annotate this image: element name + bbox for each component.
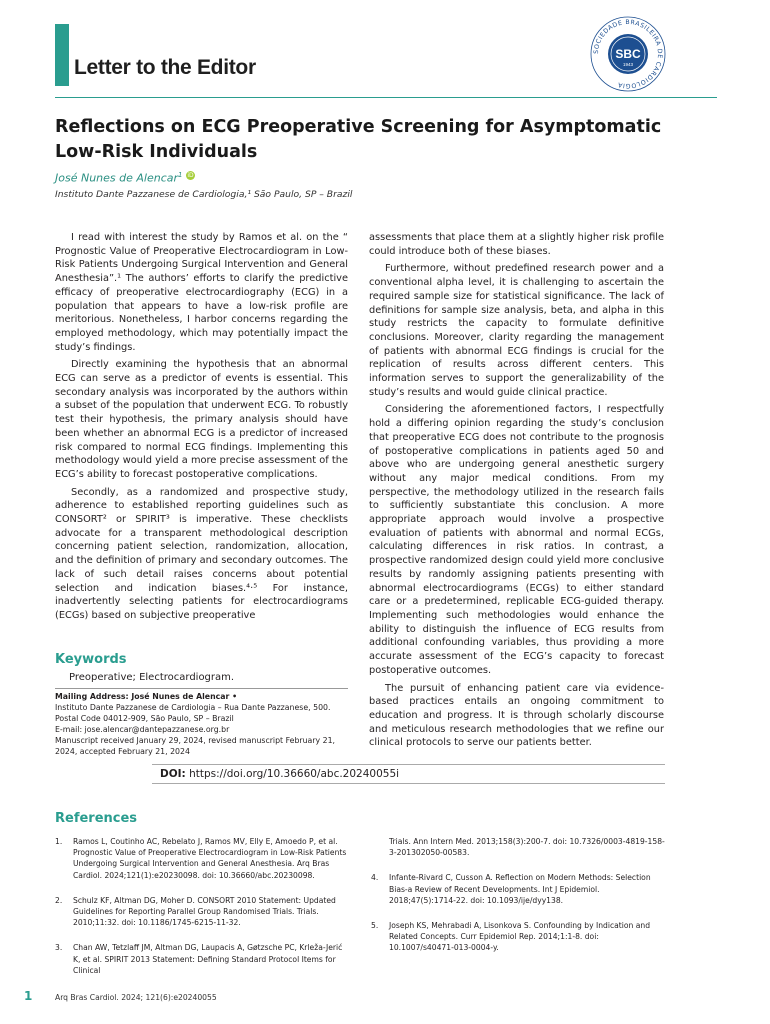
keywords-divider [55,688,348,689]
mailing-label: Mailing Address: José Nunes de Alencar • [55,692,238,701]
reference-number: 3. [55,943,63,953]
author-line [55,171,195,185]
keywords-value: Preoperative; Electrocardiogram. [69,672,235,683]
author-sup: 1 [178,171,183,179]
manuscript-dates: Manuscript received January 29, 2024, revised manuscript February 21, 2024, accepted February 21, 2024 [55,735,336,756]
logo-text: SBC [615,47,641,61]
references-column-left [55,836,350,990]
reference-item [55,942,350,976]
doi-label: DOI: [160,768,186,780]
reference-number: 5. [371,921,379,931]
mailing-email[interactable]: E-mail: jose.alencar@dantepazzanese.org.br [55,724,230,734]
body-paragraph: assessments that place them at a slightly higher risk profile could introduce both of these biases. [369,232,664,257]
page-number: 1 [24,989,33,1003]
body-column-right [369,231,664,754]
keywords-heading: Keywords [55,652,127,667]
author-name[interactable]: José Nunes de Alencar [55,171,179,185]
references-heading: References [55,811,138,826]
reference-number: 1. [55,837,63,846]
body-paragraph: Secondly, as a randomized and prospective study, adherence to established reporting guidelines such as CONSORT² or SPIRIT³ is imperative. These checklists advocate for a transparent methodological description concerning patient selection, randomization, allocation, and the definition of primary and secondary outcomes. The lack of such detail raises concerns about potential selection and indication biases.⁴·⁵ For instance, inadvertently selecting patients for electrocardiograms (ECGs) based on subjective preoperative [55,486,348,621]
reference-item [55,895,350,929]
footer-citation: Arq Bras Cardiol. 2024; 121(6):e20240055 [55,993,217,1002]
section-accent-bar [55,24,69,86]
reference-item [55,836,350,881]
reference-text: Infante-Rivard C, Cusson A. Reflection on Modern Methods: Selection Bias-a Review of Recent Developments. Int J Epidemiol. 2018;47(5):1714-22. doi: 10.1093/ije/dyy138. [389,873,651,905]
reference-number: 2. [55,895,63,905]
reference-text: Schulz KF, Altman DG, Moher D. CONSORT 2010 Statement: Updated Guidelines for Reporting Parallel Group Randomised Trials. Trials. 2010;11:32. doi: 10.1186/1745-6215-11-32. [73,895,336,928]
reference-text: Chan AW, Tetzlaff JM, Altman DG, Laupacis A, Gøtzsche PC, Krleža-Jerić K, et al. SPIRIT 2013 Statement: Defining Standard Protocol Items for Clinical [73,943,343,975]
logo-year: 1943 [622,62,634,67]
logo-ring-text: SOCIEDADE BRASILEIRA DE CARDIOLOGIA [592,18,664,90]
reference-item [371,836,666,858]
mailing-address-line: Instituto Dante Pazzanese de Cardiologia – Rua Dante Pazzanese, 500. Postal Code 04012-909, São Paulo, SP – Brazil [55,702,331,723]
article-title: Reflections on ECG Preoperative Screening for Asymptomatic Low-Risk Individuals [55,117,662,162]
header-divider [55,97,717,98]
references-column-right [371,836,666,968]
body-paragraph: Considering the aforementioned factors, I respectfully hold a differing opinion regarding the study’s conclusion that preoperative ECG does not contribute to the prognosis of postoperative complications in patients aged 50 and above who are undergoing general anesthetic surgery without any major medical conditions. From my perspective, the methodology utilized in the research fails to sufficiently substantiate this conclusion. A more appropriate approach would involve a prospective evaluation of patients with abnormal and normal ECGs, calculating differences in risk ratios. In contrast, a prospective randomized design could yield more conclusive results by randomly assigning patients presenting with abnormal electrocardiograms (ECGs) to either standard care or a predetermined, replicable ECG-guided therapy. Implementing such methodologies would enhance the ability to distinguish the influence of ECG results from additional confounding variables, thus providing a more accurate assessment of the ECG’s capacity to forecast postoperative outcomes. [369,404,664,676]
doi-link[interactable]: https://doi.org/10.36660/abc.20240055i [189,768,400,780]
body-paragraph: Directly examining the hypothesis that an abnormal ECG can serve as a predictor of events is essential. This secondary analysis was incorporated by the authors within a subset of the population that underwent ECG. To robustly test their hypothesis, the primary analysis should have been whether an abnormal ECG is a predictor of increased risk compared to normal ECG findings. Implementing this methodology would yield a more precise assessment of the ECG’s ability to forecast postoperative complications. [55,359,348,480]
reference-text: Ramos L, Coutinho AC, Rebelato J, Ramos MV, Elly E, Amoedo P, et al. Prognostic Value of Preoperative Electrocardiogram in Low-Risk Patients Undergoing Surgical Intervention and General Anesthesia. Arq Bras Cardiol. 2024;121(1):e20230098. doi: 10.36660/abc.20230098. [73,837,347,880]
body-column-left [55,231,348,627]
body-paragraph: I read with interest the study by Ramos et al. on the “ Prognostic Value of Preoperative Electrocardiogram in Low-Risk Patients Undergoing Surgical Intervention and General Anesthesia”.¹ The authors’ efforts to clarify the predictive efficacy of preoperative electrocardiography (ECG) in a population that appears to have a low-risk profile are meritorious. Nonetheless, I harbor concerns regarding the employed methodology, which may potentially impact the study’s findings. [55,232,348,353]
reference-number: 4. [371,873,379,883]
author-affiliation: Instituto Dante Pazzanese de Cardiologia,¹ São Paulo, SP – Brazil [55,189,353,200]
reference-text: Trials. Ann Intern Med. 2013;158(3):200-7. doi: 10.7326/0003-4819-158-3-201302050-00583. [389,837,665,858]
reference-text: Joseph KS, Mehrabadi A, Lisonkova S. Confounding by Indication and Related Concepts. Curr Epidemiol Rep. 2014;1:1-8. doi: 10.1007/s40471-013-0004-y. [389,921,651,953]
sbc-logo [588,14,668,94]
body-paragraph: Furthermore, without predefined research power and a conventional alpha level, it is challenging to ascertain the required sample size for statistical significance. The lack of definitions for sample size analysis, beta, and alpha in this study restricts the capacity to formulate definitive conclusions. Moreover, clarity regarding the management of patients with abnormal ECG findings is crucial for the replication of results across different centers. This information serves to support the generalizability of the study’s results and would guide clinical practice. [369,263,664,398]
orcid-icon[interactable]: iD [187,172,194,179]
section-label: Letter to the Editor [74,56,256,79]
body-paragraph: The pursuit of enhancing patient care via evidence-based practices entails an ongoing commitment to education and progress. It is through scholarly discourse and meticulous research methodologies that we refine our clinical protocols to serve our patients better. [369,682,664,749]
mailing-address [55,692,350,757]
doi-box [152,764,665,784]
reference-item [371,872,666,906]
reference-item [371,920,666,954]
